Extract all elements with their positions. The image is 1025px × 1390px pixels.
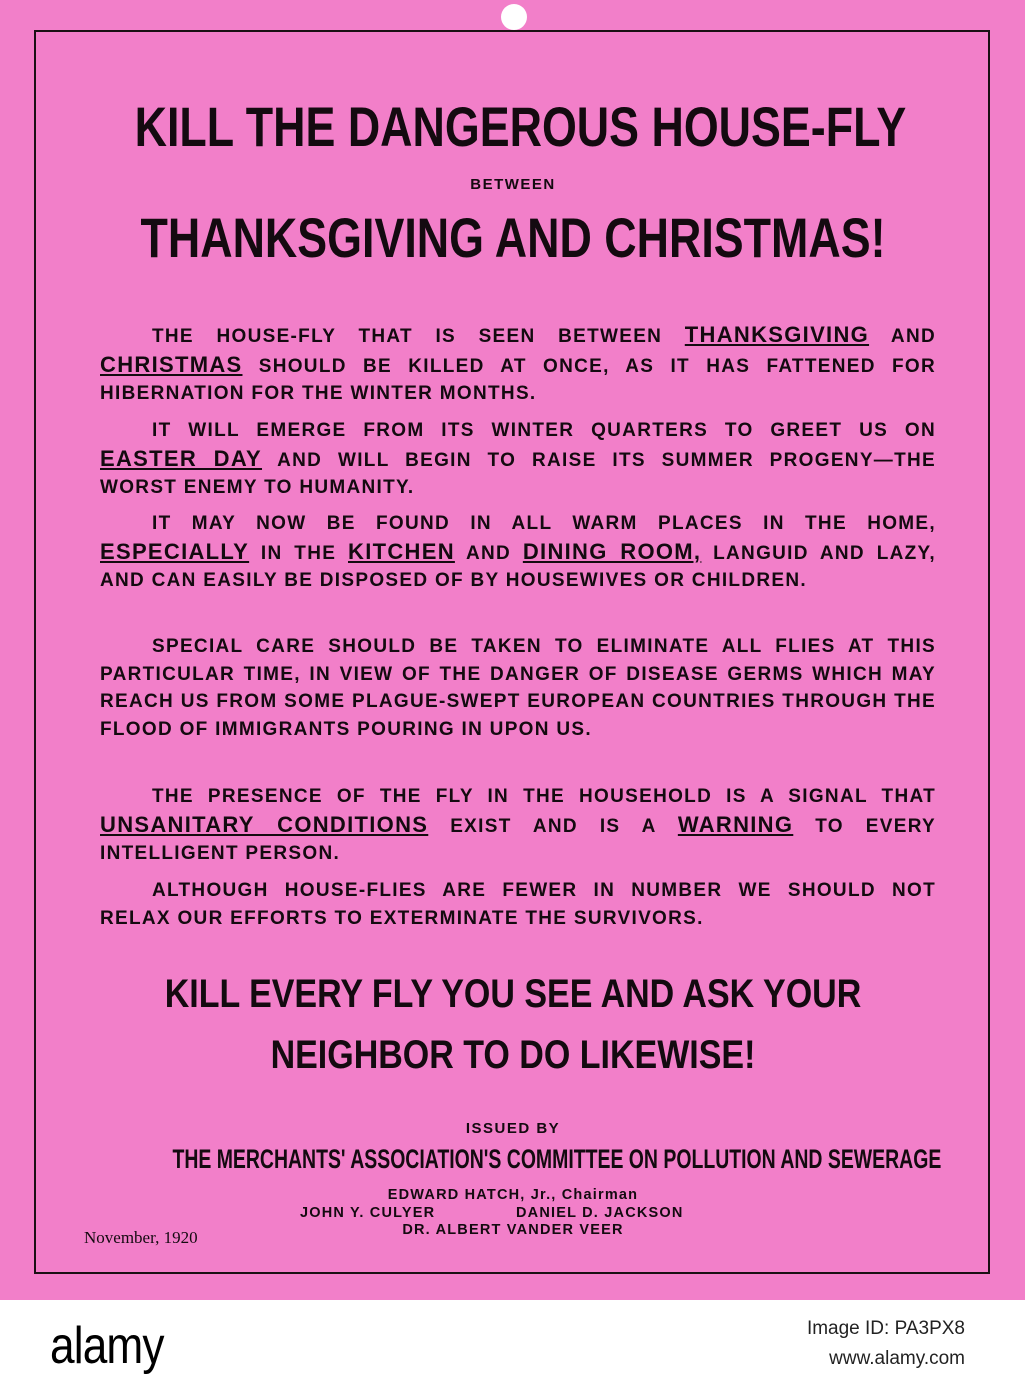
paragraph-5: THE PRESENCE OF THE FLY IN THE HOUSEHOLD IS A SIGNAL THAT UNSANITARY CONDITIONS EXIST AND IS A WARNING TO EVERY INTELLIGENT PERSON. (100, 786, 936, 864)
member-right: DANIEL D. JACKSON (516, 1205, 684, 1221)
paragraph-2: IT WILL EMERGE FROM ITS WINTER QUARTERS TO GREET US ON EASTER DAY AND WILL BEGIN TO RAISE ITS SUMMER PROGENY—THE WORST ENEMY TO HUMANITY. (100, 420, 937, 498)
paragraph-1: THE HOUSE-FLY THAT IS SEEN BETWEEN THANKSGIVING AND CHRISTMAS SHOULD BE KILLED AT ONCE, AS IT HAS FATTENED FOR HIBERNATION FOR THE WINTER MONTHS. (100, 322, 936, 404)
stock-logo: alamy (50, 1317, 164, 1375)
member-last: DR. ALBERT VANDER VEER (402, 1222, 624, 1238)
issued-by-label: ISSUED BY (465, 1120, 561, 1137)
punch-hole (501, 4, 527, 30)
closing-line-1: KILL EVERY FLY YOU SEE AND ASK YOUR (164, 972, 862, 1016)
underlined-text: THANKSGIVING (684, 322, 870, 347)
between-label: BETWEEN (470, 176, 556, 193)
paragraph-4: SPECIAL CARE SHOULD BE TAKEN TO ELIMINATE ALL FLIES AT THIS PARTICULAR TIME, IN VIEW OF THE DANGER OF DISEASE GERMS WHICH MAY REACH US FROM SOME PLAGUE-SWEPT EUROPEAN COUNTRIES THROUGH THE FLOOD OF IMMIGRANTS POURING IN UPON US. (100, 636, 936, 740)
underlined-text: CHRISTMAS (100, 351, 243, 377)
underlined-text: UNSANITARY CONDITIONS (100, 811, 429, 837)
poster-subtitle: THANKSGIVING AND CHRISTMAS! (140, 206, 886, 269)
site-url-label: www.alamy.com (829, 1348, 965, 1369)
closing-line-2: NEIGHBOR TO DO LIKEWISE! (270, 1033, 756, 1077)
committee-name: THE MERCHANTS' ASSOCIATION'S COMMITTEE ON POLLUTION AND SEWERAGE (172, 1144, 942, 1174)
image-id-label: Image ID: PA3PX8 (806, 1318, 965, 1339)
underlined-text: KITCHEN (348, 538, 455, 564)
poster-title: KILL THE DANGEROUS HOUSE-FLY (134, 95, 907, 158)
underlined-text: WARNING (677, 811, 794, 837)
underlined-text: EASTER DAY (100, 445, 263, 471)
poster-date: November, 1920 (84, 1228, 198, 1247)
chairman-line: EDWARD HATCH, Jr., Chairman (387, 1187, 639, 1203)
paragraph-6: ALTHOUGH HOUSE-FLIES ARE FEWER IN NUMBER WE SHOULD NOT RELAX OUR EFFORTS TO EXTERMINATE THE SURVIVORS. (100, 880, 936, 929)
paragraph-3: IT MAY NOW BE FOUND IN ALL WARM PLACES IN THE HOME, ESPECIALLY IN THE KITCHEN AND DINING ROOM, LANGUID AND LAZY, AND CAN EASILY BE DISPOSED OF BY HOUSEWIVES OR CHILDREN. (100, 513, 936, 591)
underlined-text: ESPECIALLY (100, 538, 250, 564)
member-left: JOHN Y. CULYER (300, 1205, 436, 1221)
underlined-text: DINING ROOM, (522, 538, 702, 564)
